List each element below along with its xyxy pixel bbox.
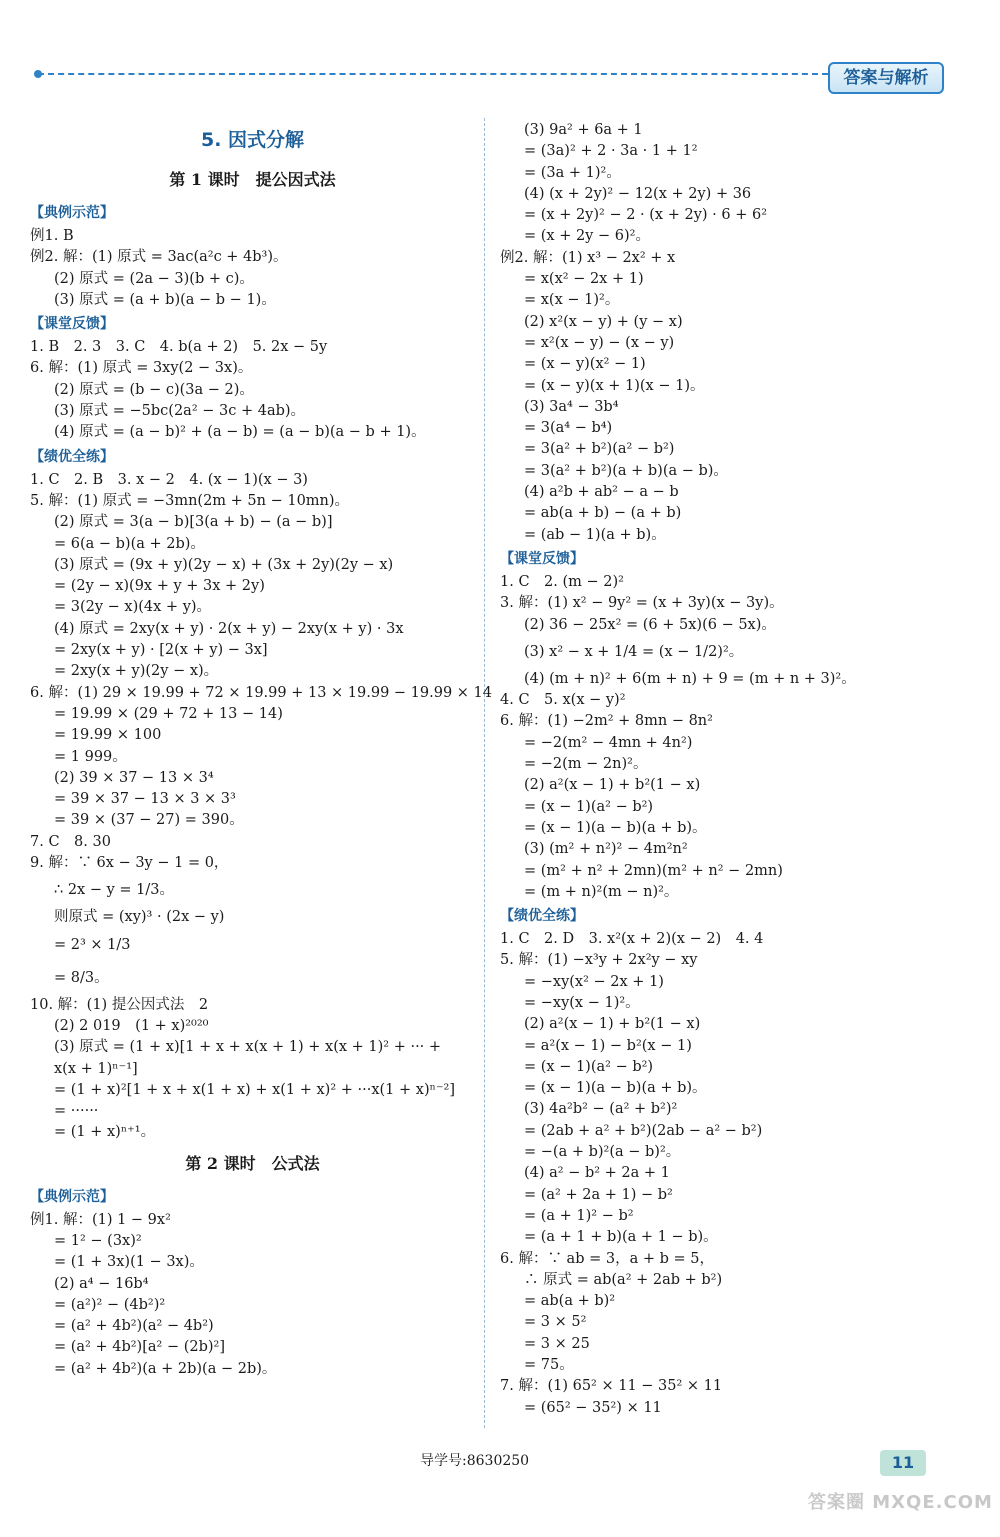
answer-line: = (65² − 35²) × 11 <box>524 1399 662 1416</box>
answer-line: 5. 解：(1) 原式 = −3mn(2m + 5n − 10mn)。 <box>30 492 350 509</box>
section-tag: 【典例示范】 <box>30 1188 114 1205</box>
section-tag-row <box>30 200 475 226</box>
answer-line: = x(x − 1)²。 <box>524 292 620 309</box>
answer-line: = (x + 2y)² − 2 · (x + 2y) · 6 + 6² <box>524 207 768 224</box>
answer-line: = (a² + 4b²)(a + 2b)(a − 2b)。 <box>54 1360 277 1377</box>
answer-line: (2) a²(x − 1) + b²(1 − x) <box>524 1016 701 1033</box>
answer-line: = 6(a − b)(a + 2b)。 <box>54 535 205 552</box>
answer-line: 10. 解：(1) 提公因式法 2 <box>30 996 209 1013</box>
answer-line: = (a²)² − (4b²)² <box>54 1296 166 1313</box>
answer-line: (2) 2 019 (1 + x)²⁰²⁰ <box>54 1017 209 1034</box>
answer-line: 1. B 2. 3 3. C 4. b(a + 2) 5. 2x − 5y <box>30 339 328 356</box>
answer-line: = (m + n)²(m − n)²。 <box>524 883 679 900</box>
answer-line: = ab(a + b)² <box>524 1293 616 1310</box>
answer-line: = (x − y)(x² − 1) <box>524 356 646 373</box>
answer-line: 6. 解：∵ ab = 3，a + b = 5， <box>500 1250 714 1267</box>
section-tag-row <box>30 444 475 470</box>
answer-line: = 3(a² + b²)(a + b)(a − b)。 <box>524 462 728 479</box>
answer-line: 1. C 2. (m − 2)² <box>500 573 624 590</box>
answer-line: (4) a² − b² + 2a + 1 <box>524 1165 670 1182</box>
lesson-title: 第 1 课时 提公因式法 <box>169 170 336 189</box>
column-divider <box>484 118 485 1428</box>
answer-line: (4) (x + 2y)² − 12(x + 2y) + 36 <box>524 185 752 202</box>
section-tag-row <box>30 1184 475 1210</box>
answer-line: 7. C 8. 30 <box>30 833 111 850</box>
answer-line: (3) 原式 = (1 + x)[1 + x + x(x + 1) + x(x + 1)² + ··· + <box>54 1039 442 1056</box>
answer-line: = 3(a² + b²)(a² − b²) <box>524 441 675 458</box>
answer-line: = (ab − 1)(a + b)。 <box>524 526 666 543</box>
answer-line: 例1. 解：(1) 1 − 9x² <box>30 1211 171 1228</box>
answer-line: (4) 原式 = (a − b)² + (a − b) = (a − b)(a − b + 1)。 <box>54 424 426 441</box>
answer-line: (2) 原式 = (2a − 3)(b + c)。 <box>54 270 254 287</box>
watermark: 答案圈 MXQE.COM <box>808 1492 993 1513</box>
section-tag: 【绩优全练】 <box>500 908 584 925</box>
answer-line: (2) 39 × 37 − 13 × 3⁴ <box>54 769 214 786</box>
answer-line: = (x + 2y − 6)²。 <box>524 228 650 245</box>
answer-line: (4) (m + n)² + 6(m + n) + 9 = (m + n + 3)²。 <box>524 670 856 687</box>
answer-line: = (1 + x)ⁿ⁺¹。 <box>54 1124 156 1141</box>
answer-line: = −2(m² − 4mn + 4n²) <box>524 734 693 751</box>
answer-line: = −xy(x − 1)²。 <box>524 994 640 1011</box>
answer-line: = (a + 1 + b)(a + 1 − b)。 <box>524 1229 718 1246</box>
answer-line: (2) 36 − 25x² = (6 + 5x)(6 − 5x)。 <box>524 616 776 633</box>
answer-line: (2) x²(x − y) + (y − x) <box>524 313 683 330</box>
answer-line: 则原式 = (xy)³ · (2x − y) <box>54 909 225 926</box>
section-tag-row <box>30 311 475 337</box>
section-tag-row <box>500 546 960 572</box>
answer-line: = ······ <box>54 1103 99 1120</box>
answer-line: = 3 × 25 <box>524 1335 590 1352</box>
answer-line: (3) 原式 = (9x + y)(2y − x) + (3x + 2y)(2y − x) <box>54 556 394 573</box>
answer-line: 6. 解：(1) −2m² + 8mn − 8n² <box>500 713 713 730</box>
answer-line: = x²(x − y) − (x − y) <box>524 334 675 351</box>
section-title: 5. 因式分解 <box>200 129 305 151</box>
answer-line: = −(a + b)²(a − b)²。 <box>524 1144 681 1161</box>
answer-line: (3) 4a²b² − (a² + b²)² <box>524 1101 678 1118</box>
answer-line: = (3a)² + 2 · 3a · 1 + 1² <box>524 143 698 160</box>
answer-line: = 1² − (3x)² <box>54 1232 142 1249</box>
section-tag: 【绩优全练】 <box>30 448 114 465</box>
answer-line: 例2. 解：(1) x³ − 2x² + x <box>500 249 676 266</box>
answer-line: = (a² + 2a + 1) − b² <box>524 1186 673 1203</box>
section-tag: 【课堂反馈】 <box>30 316 114 333</box>
answer-line: (3) x² − x + 1/4 = (x − 1/2)²。 <box>524 643 744 660</box>
answer-line: 5. 解：(1) −x³y + 2x²y − xy <box>500 952 698 969</box>
answer-line: ∴ 原式 = ab(a² + 2ab + b²) <box>524 1271 723 1288</box>
answer-line: (3) 原式 = (a + b)(a − b − 1)。 <box>54 291 276 308</box>
answer-line: 6. 解：(1) 原式 = 3xy(2 − 3x)。 <box>30 360 253 377</box>
answer-line: = (x − 1)(a² − b²) <box>524 1058 654 1075</box>
answer-line: ∴ 2x − y = 1/3。 <box>54 882 175 899</box>
answer-line: = (1 + x)²[1 + x + x(1 + x) + x(1 + x)² + ···x(1 + x)ⁿ⁻²] <box>54 1081 456 1098</box>
answer-line: = (3a + 1)²。 <box>524 164 621 181</box>
answer-line: (3) 3a⁴ − 3b⁴ <box>524 398 619 415</box>
answer-line: (2) a²(x − 1) + b²(1 − x) <box>524 777 701 794</box>
answer-line: = 39 × 37 − 13 × 3 × 3³ <box>54 791 236 808</box>
answer-line: (3) 原式 = −5bc(2a² − 3c + 4ab)。 <box>54 403 306 420</box>
answer-line: = (a + 1)² − b² <box>524 1207 634 1224</box>
answer-line: = (a² + 4b²)[a² − (2b)²] <box>54 1339 225 1356</box>
answer-line: = −xy(x² − 2x + 1) <box>524 973 664 990</box>
answer-line: = (x − y)(x + 1)(x − 1)。 <box>524 377 705 394</box>
section-tag-row <box>500 903 960 929</box>
answer-line: 例1. B <box>30 228 74 244</box>
answer-line: = 2³ × 1/3 <box>54 936 131 953</box>
answer-line: = 39 × (37 − 27) = 390。 <box>54 812 244 829</box>
lesson-title: 第 2 课时 公式法 <box>185 1153 320 1173</box>
answer-line: 1. C 2. D 3. x²(x + 2)(x − 2) 4. 4 <box>500 931 764 948</box>
answer-line: = (1 + 3x)(1 − 3x)。 <box>54 1254 204 1271</box>
answer-line: = (2ab + a² + b²)(2ab − a² − b²) <box>524 1122 763 1139</box>
answer-line: = 1 999。 <box>54 748 127 765</box>
answer-line: 6. 解：(1) 29 × 19.99 + 72 × 19.99 + 13 × 19.99 − 19.99 × 14 <box>30 684 493 701</box>
answer-line: = 19.99 × (29 + 72 + 13 − 14) <box>54 705 283 722</box>
section-tag: 【课堂反馈】 <box>500 550 584 567</box>
answer-line: = 2xy(x + y) · [2(x + y) − 3x] <box>54 642 268 659</box>
answer-line: = 8/3。 <box>54 969 109 986</box>
answer-line: = (x − 1)(a − b)(a + b)。 <box>524 819 707 836</box>
section-tag: 【典例示范】 <box>30 205 114 221</box>
left-column <box>30 120 493 1380</box>
answer-line: (3) (m² + n²)² − 4m²n² <box>524 841 688 858</box>
answer-line: = (m² + n² + 2mn)(m² + n² − 2mn) <box>524 862 783 879</box>
answer-line: 3. 解：(1) x² − 9y² = (x + 3y)(x − 3y)。 <box>500 595 784 612</box>
answer-line: = 19.99 × 100 <box>54 727 162 744</box>
answer-line: = 2xy(x + y)(2y − x)。 <box>54 663 219 680</box>
answer-line: 7. 解：(1) 65² × 11 − 35² × 11 <box>500 1378 723 1395</box>
footer-id: 导学号:8630250 <box>420 1453 530 1469</box>
answer-line: = (x − 1)(a² − b²) <box>524 798 654 815</box>
header-badge: 答案与解析 <box>828 62 944 94</box>
answer-line: = 3(2y − x)(4x + y)。 <box>54 599 212 616</box>
answer-line: 9. 解：∵ 6x − 3y − 1 = 0， <box>30 855 229 872</box>
answer-line: = 3(a⁴ − b⁴) <box>524 420 613 437</box>
header-dashed-line <box>38 73 828 75</box>
answer-line: (3) 9a² + 6a + 1 <box>524 122 643 138</box>
answer-line: = ab(a + b) − (a + b) <box>524 505 682 522</box>
page-number: 11 <box>880 1450 926 1476</box>
answer-line: = −2(m − 2n)²。 <box>524 756 648 773</box>
answer-line: = 75。 <box>524 1357 574 1374</box>
answer-line: x(x + 1)ⁿ⁻¹] <box>54 1060 138 1077</box>
answer-line: = x(x² − 2x + 1) <box>524 271 644 288</box>
answer-line: 例2. 解：(1) 原式 = 3ac(a²c + 4b³)。 <box>30 249 288 266</box>
answer-line: (2) a⁴ − 16b⁴ <box>54 1275 149 1292</box>
answer-line: = a²(x − 1) − b²(x − 1) <box>524 1037 692 1054</box>
answer-line: 4. C 5. x(x − y)² <box>500 692 626 709</box>
answer-line: (4) 原式 = 2xy(x + y) · 2(x + y) − 2xy(x + y) · 3x <box>54 620 404 637</box>
answer-line: = (a² + 4b²)(a² − 4b²) <box>54 1318 214 1335</box>
answer-line: (2) 原式 = 3(a − b)[3(a + b) − (a − b)] <box>54 514 333 531</box>
answer-line: (2) 原式 = (b − c)(3a − 2)。 <box>54 381 254 398</box>
answer-line: = (x − 1)(a − b)(a + b)。 <box>524 1080 707 1097</box>
answer-line: 1. C 2. B 3. x − 2 4. (x − 1)(x − 3) <box>30 471 308 488</box>
answer-line: = 3 × 5² <box>524 1314 587 1331</box>
right-column <box>500 120 960 1419</box>
answer-line: (4) a²b + ab² − a − b <box>524 484 679 501</box>
answer-line: = (2y − x)(9x + y + 3x + 2y) <box>54 578 265 595</box>
